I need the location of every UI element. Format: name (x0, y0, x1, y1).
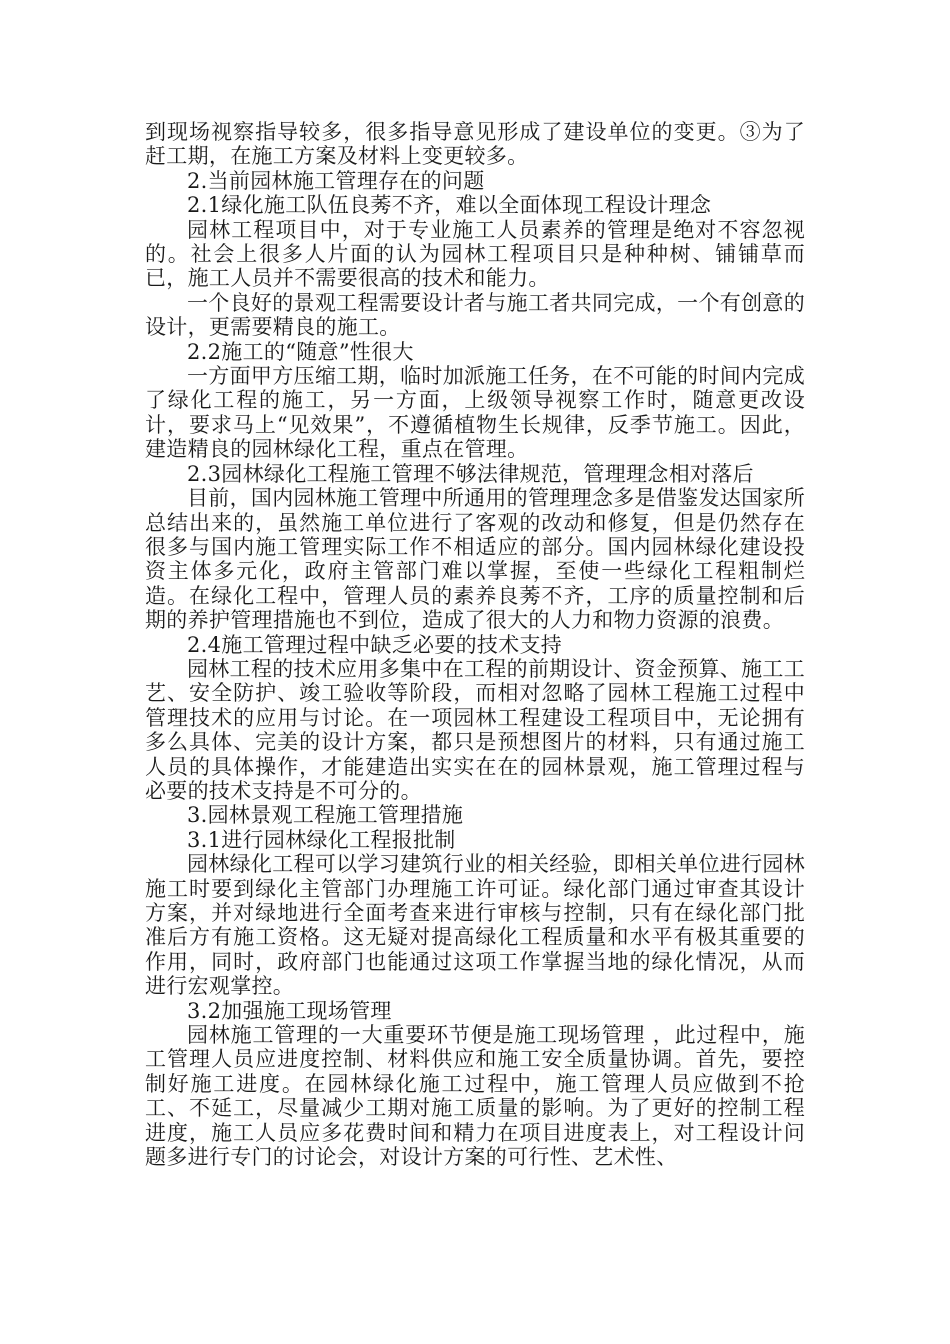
subsection-heading: 3.2加强施工现场管理 (187, 998, 392, 1023)
subsection-heading: 2.3园林绿化工程施工管理不够法律规范，管理理念相对落后 (187, 461, 754, 486)
subsection-heading: 2.4施工管理过程中缺乏必要的技术支持 (187, 632, 563, 657)
paragraph: 一个良好的景观工程需要设计者与施工者共同完成，一个有创意的设计，更需要精良的施工。 (145, 290, 805, 340)
paragraph: 园林施工管理的一大重要环节便是施工现场管理 ，此过程中，施工管理人员应进度控制、材料供应和施工安全质量协调。首先，要控制好施工进度。在园林绿化施工过程中，施工管理人员应做到不抢工、不延工，尽量减少工期对施工质量的影响。为了更好的控制工程进度，施工人员应多花费时间和精力在项目进度表上，对工程设计问题多进行专门的讨论会，对设计方案的可行性、艺术性、 (145, 1023, 805, 1170)
subsection-heading: 2.1绿化施工队伍良莠不齐，难以全面体现工程设计理念 (187, 193, 712, 218)
subsection-heading: 3.1进行园林绿化工程报批制 (187, 827, 456, 852)
paragraph: 目前，国内园林施工管理中所通用的管理理念多是借鉴发达国家所总结出来的，虽然施工单位进行了客观的改动和修复，但是仍然存在很多与国内施工管理实际工作不相适应的部分。国内园林绿化建设投资主体多元化，政府主管部门难以掌握，至使一些绿化工程粗制烂造。在绿化工程中，管理人员的素养良莠不齐，工序的质量控制和后期的养护管理措施也不到位，造成了很大的人力和物力资源的浪费。 (145, 486, 805, 633)
section-heading: 2.当前园林施工管理存在的问题 (187, 168, 485, 193)
paragraph: 园林绿化工程可以学习建筑行业的相关经验，即相关单位进行园林施工时要到绿化主管部门办理施工许可证。绿化部门通过审查其设计方案，并对绿地进行全面考查来进行审核与控制，只有在绿化部门批准后方有施工资格。这无疑对提高绿化工程质量和水平有极其重要的作用，同时，政府部门也能通过这项工作掌握当地的绿化情况，从而进行宏观掌控。 (145, 852, 805, 999)
document-page (145, 120, 805, 1169)
paragraph: 到现场视察指导较多，很多指导意见形成了建设单位的变更。③为了赶工期，在施工方案及材料上变更较多。 (145, 120, 805, 169)
subsection-heading: 2.2施工的“随意”性很大 (187, 339, 414, 364)
paragraph: 园林工程项目中，对于专业施工人员素养的管理是绝对不容忽视的。社会上很多人片面的认为园林工程项目只是种种树、铺铺草而已，施工人员并不需要很高的技术和能力。 (145, 217, 805, 291)
paragraph: 一方面甲方压缩工期，临时加派施工任务，在不可能的时间内完成了绿化工程的施工，另一方面，上级领导视察工作时，随意更改设计，要求马上“见效果”，不遵循植物生长规律，反季节施工。因此，建造精良的园林绿化工程，重点在管理。 (145, 364, 805, 462)
section-heading: 3.园林景观工程施工管理措施 (187, 803, 464, 828)
paragraph: 园林工程的技术应用多集中在工程的前期设计、资金预算、施工工艺、安全防护、竣工验收等阶段，而相对忽略了园林工程施工过程中管理技术的应用与讨论。在一项园林工程建设工程项目中，无论拥有多么具体、完美的设计方案，都只是预想图片的材料，只有通过施工人员的具体操作，才能建造出实实在在的园林景观，施工管理过程与必要的技术支持是不可分的。 (145, 656, 805, 803)
